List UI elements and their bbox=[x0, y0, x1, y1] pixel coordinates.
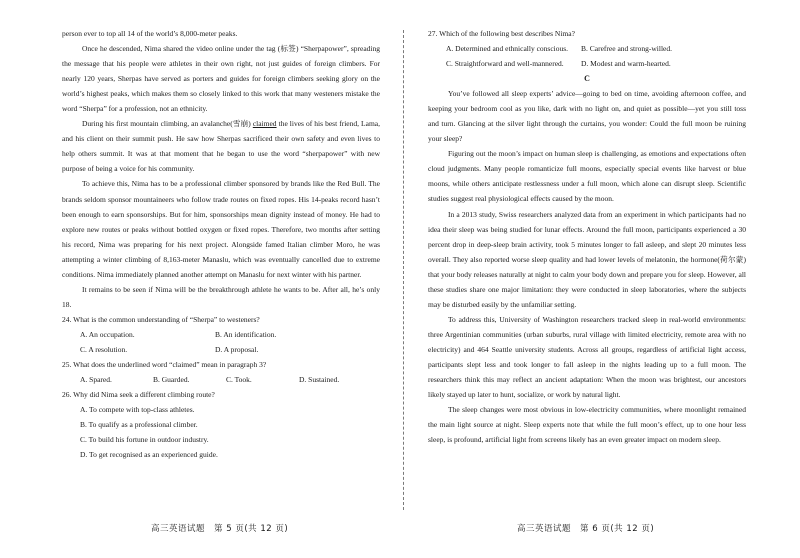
paragraph-text: the lives of his best friend, Lama, and his client on their summit push. He saw how Sherpas sacrificed their own safety and even lives to help others summit. It was at that moment that he began to use the word “sherpapower” with new purpose of being a voice for his community. bbox=[62, 119, 380, 174]
underlined-word: claimed bbox=[252, 119, 277, 129]
left-page-column bbox=[62, 26, 380, 462]
option-c[interactable]: C. To build his fortune in outdoor industry. bbox=[80, 435, 209, 445]
option-row bbox=[80, 372, 380, 387]
option-row bbox=[80, 342, 380, 357]
passage-paragraph: Figuring out the moon’s impact on human sleep is challenging, as emotions and expectations often cloud judgments. Many people romanticize full moons, especially special events like harvest or blue moons, while others anticipate restlessness under a full moon, which alone can disrupt sleep. Scientific studies suggest real physiological effects caused by the moon. bbox=[428, 149, 746, 204]
passage-paragraph: Once he descended, Nima shared the video online under the tag (标签) “Sherpapower”, spreading the message that his people were athletes in their own right, not just guides of foreign climbers. For nearly 120 years, Sherpas have served as porters and guides for foreign climbers seeking glory on the world’s highest peaks, which makes them so closely linked to this work that many westeners mistake the word “Sherpa” for a profession, not an ethnicity. bbox=[62, 44, 380, 114]
option-d[interactable]: D. Sustained. bbox=[299, 375, 340, 385]
question-stem: 24. What is the common understanding of “Sherpa” to westeners? bbox=[62, 314, 260, 324]
question-stem: 27. Which of the following best describes Nima? bbox=[428, 29, 575, 38]
right-page-column bbox=[428, 26, 746, 447]
passage-paragraph bbox=[62, 116, 380, 176]
option-a[interactable]: A. Determined and ethnically conscious. bbox=[446, 44, 569, 54]
option-b[interactable]: B. Guarded. bbox=[153, 375, 190, 385]
option-row bbox=[446, 41, 746, 56]
page-divider bbox=[403, 30, 404, 510]
paragraph-text: During his first mountain climbing, an avalanche(雪崩) bbox=[82, 119, 253, 129]
option-b[interactable]: B. Carefree and strong-willed. bbox=[581, 44, 673, 54]
passage-paragraph: To achieve this, Nima has to be a professional climber sponsored by brands like the Red Bull. The brands seldom sponsor mountaineers who follow trade routes on fixed ropes. His 14-peaks record hasn’t been enough to earn sponsorships. But for him, sponsorships mean dignity instead of money. He had to explore new routes or peaks without bottled oxygen or fixed ropes. Therefore, two months after setting his record, Nima was preparing for his next project. Alongside famed Italian climber Moro, he was attempting a winter climbing of 8,163-meter Manaslu, which was eventually cancelled due to extreme conditions. Nima immediately planned another attempt on Manaslu for next winter with his partner. bbox=[62, 179, 380, 279]
page-footer: 高三英语试题 第 5 页(共 12 页) bbox=[151, 524, 289, 534]
passage-paragraph: You’ve followed all sleep experts’ advice—going to bed on time, avoiding afternoon coffee, and keeping your bedroom cool as you like, dark with no light on, and quiet as possible—yet you still toss and turn. Glancing at the silver light through the curtains, you wonder: Could the full moon be ruining your sleep? bbox=[428, 89, 746, 144]
passage-paragraph: The sleep changes were most obvious in low-electricity communities, where moonlight remained the main light source at night. Sleep experts note that while the full moon’s effect, up to one hour less sleep, is profound, artificial light from screens likely has an even greater impact on modern sleep. bbox=[428, 405, 746, 445]
passage-paragraph: To address this, University of Washington researchers tracked sleep in real-world environments: three Argentinian communities (urban suburbs, rural village with limited electricity, remote area with no electricity) and 464 Seattle university students. Across all groups, regardless of artificial light access, participants slept less and took longer to fall asleep in the nights leading up to a full moon. The researchers think this may reflect an ancient adaptation: When the moon was brightest, our ancestors likely stayed up later to hunt, socialize, or work by natural light. bbox=[428, 314, 746, 400]
option-b[interactable]: B. To qualify as a professional climber. bbox=[80, 420, 198, 430]
passage-paragraph: In a 2013 study, Swiss researchers analyzed data from an experiment in which participants had no idea their sleep was being studied for lunar effects. Around the full moon, participants experienced a 30 percent drop in deep-sleep brain activity, took 5 minutes longer to fall asleep, and slept 20 minutes less overall. They also reported worse sleep quality and had lower levels of melatonin, the hormone(荷尔蒙) that your body releases naturally at night to calm your body down and prepare you for sleep. However, all these studies share one major limitation: they were conducted in sleep laboratories, where the subjects may be disturbed easily by the unfamiliar setting. bbox=[428, 209, 746, 309]
option-a[interactable]: A. Spared. bbox=[80, 375, 112, 385]
passage-paragraph: person ever to top all 14 of the world’s 8,000-meter peaks. bbox=[62, 29, 238, 38]
option-row bbox=[80, 327, 380, 342]
option-c[interactable]: C. A resolution. bbox=[80, 344, 128, 354]
option-d[interactable]: D. A proposal. bbox=[215, 344, 259, 354]
option-c[interactable]: C. Straightforward and well-mannered. bbox=[446, 59, 564, 69]
option-b[interactable]: B. An identification. bbox=[215, 329, 277, 339]
option-row bbox=[446, 56, 746, 71]
question-stem: 26. Why did Nima seek a different climbing route? bbox=[62, 390, 215, 400]
passage-paragraph: It remains to be seen if Nima will be the breakthrough athlete he wants to be. After all, he’s only 18. bbox=[62, 284, 380, 309]
section-heading: C bbox=[584, 74, 590, 84]
option-d[interactable]: D. To get recognised as an experienced guide. bbox=[80, 450, 218, 460]
page-footer: 高三英语试题 第 6 页(共 12 页) bbox=[517, 524, 655, 534]
question-stem: 25. What does the underlined word “claimed” mean in paragraph 3? bbox=[62, 360, 267, 370]
option-a[interactable]: A. An occupation. bbox=[80, 329, 135, 339]
option-d[interactable]: D. Modest and warm-hearted. bbox=[581, 59, 671, 69]
option-a[interactable]: A. To compete with top-class athletes. bbox=[80, 405, 195, 415]
option-c[interactable]: C. Took. bbox=[226, 375, 252, 385]
